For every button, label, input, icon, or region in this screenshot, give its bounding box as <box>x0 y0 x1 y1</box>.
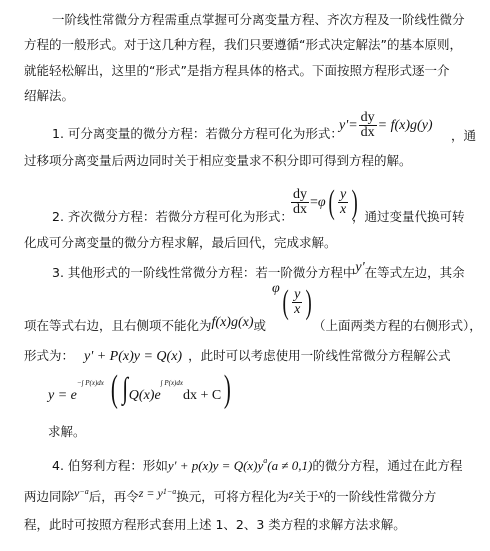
item3-or: 或 <box>253 318 266 333</box>
item1-frac-num: dy <box>360 110 375 125</box>
intro-line-2: 方程的一般形式。对于这几种方程，我们只要遵循“形式决定解法”的基本原则， <box>24 37 462 52</box>
item3-line-3 <box>24 348 451 365</box>
item3-lparen: ( <box>282 283 289 321</box>
item2-phi: φ <box>317 195 326 210</box>
item3-rparen: ) <box>305 283 313 321</box>
item2-frac <box>291 188 309 217</box>
item3-linear-eq: y' + P(x)y = Q(x) <box>84 349 183 364</box>
item2-inner-den: x <box>339 202 347 217</box>
item3-yprime: y' <box>355 260 365 275</box>
item4-line-3: 程，此时可按照方程形式套用上述 1、2、3 类方程的求解方法求解。 <box>24 517 406 532</box>
sol-exp2: ∫ P(x)dx <box>160 378 183 387</box>
item4-z: z <box>288 487 294 501</box>
item4-bernoulli-eq: y' + p(x)y = Q(x)y <box>167 458 264 473</box>
item2-line-2: 化成可分离变量的微分方程求解，最后回代，完成求解。 <box>24 235 337 250</box>
item3-solution-formula <box>48 368 234 416</box>
intro-line-3: 就能轻松解出，这里的“形式”是指方程具体的格式。下面按照方程形式逐一介 <box>24 63 450 78</box>
item1-formula <box>339 111 433 140</box>
item3-l3-text-b: ，此时可以考虑使用一阶线性常微分方程解公式 <box>188 348 451 363</box>
item3-inner-num: y <box>294 287 301 302</box>
sol-integral: ∫ <box>121 372 128 405</box>
intro-line-4: 绍解法。 <box>24 88 75 103</box>
intro-line-1: 一阶线性常微分方程需重点掌握可分离变量方程、齐次方程及一阶线性微分 <box>52 12 465 27</box>
item4-y-sup: −a <box>79 487 89 496</box>
item2-lparen: ( <box>328 183 335 221</box>
item4-eq-sup: a <box>263 456 268 465</box>
item4-sub: z = y <box>138 486 163 500</box>
item3-l2-text-a: 项在等式右边，且右侧项不能化为 <box>24 318 212 333</box>
item1-line-1 <box>52 126 343 142</box>
item2-frac-num: dy <box>293 187 307 202</box>
item3-inner-frac <box>292 288 302 317</box>
item3-phi: φ <box>272 281 280 296</box>
item2-formula <box>290 183 361 221</box>
sol-lparen: ( <box>110 368 118 410</box>
sol-rparen: ) <box>224 368 232 410</box>
item4-text-a: 4. 伯努利方程：形如 <box>52 458 168 473</box>
sol-lhs: y = e <box>48 387 77 403</box>
item4-x: x <box>318 487 324 501</box>
item4-text-b: 的微分方程，通过在此方程 <box>312 458 463 473</box>
item4-l2-text-b: 后，再令 <box>88 489 139 504</box>
item2-line-1: 2. 齐次微分方程：若微分方程可化为形式： <box>52 209 293 224</box>
item2-eq: = <box>310 195 318 210</box>
item1-text-a: 1. 可分离变量的微分方程：若微分方程可化为形式： <box>52 126 343 141</box>
item3-fxgx: f(x)g(x) <box>211 315 254 330</box>
item3-l2-text-b: （上面两类方程的右侧形式）， <box>313 318 482 333</box>
item4-y: y <box>74 486 80 500</box>
item3-line-1 <box>52 260 465 282</box>
item1-formula-frac <box>359 111 377 140</box>
item2-inner-num: y <box>339 187 347 202</box>
item3-text-b: 在等式左边，其余 <box>364 265 465 280</box>
item1-formula-lhs: y'= <box>339 118 358 133</box>
item1-line-2: 过移项分离变量后两边同时关于相应变量求不积分即可得到方程的解。 <box>24 153 412 168</box>
item2-frac-den: dx <box>293 202 307 217</box>
item4-l2-text-d: 关于 <box>293 489 319 504</box>
item4-l2-text-a: 两边同除 <box>24 489 75 504</box>
item3-line-2 <box>24 315 266 335</box>
item4-cond: (a ≠ 0,1) <box>267 458 313 473</box>
item1-formula-rhs: = f(x)g(y) <box>377 118 433 133</box>
item3-l3-text-a: 形式为： <box>24 348 75 363</box>
item4-line-1 <box>52 458 462 476</box>
item4-line-2 <box>24 486 437 507</box>
sol-tail: dx + C <box>183 387 222 403</box>
item2-inner-frac <box>338 188 348 217</box>
item1-text-b: ，通 <box>451 128 477 143</box>
item3-inner-den: x <box>294 302 301 317</box>
item4-l2-text-e: 的一阶线性常微分方 <box>323 489 437 504</box>
sol-mid: Q(x)e <box>128 387 161 403</box>
item4-sub-sup: 1−a <box>162 487 177 496</box>
item3-text-a: 3. 其他形式的一阶线性常微分方程：若一阶微分方程中 <box>52 265 356 280</box>
item2-rparen: ) <box>351 183 358 221</box>
item3-line-5: 求解。 <box>48 424 86 439</box>
item2-text-b: ，通过变量代换可转 <box>352 209 465 224</box>
item4-l2-text-c: 换元，可将方程化为 <box>176 489 289 504</box>
sol-exp1: −∫ P(x)dx <box>76 378 104 387</box>
item1-frac-den: dx <box>360 125 375 140</box>
item3-phi-formula <box>272 281 315 321</box>
